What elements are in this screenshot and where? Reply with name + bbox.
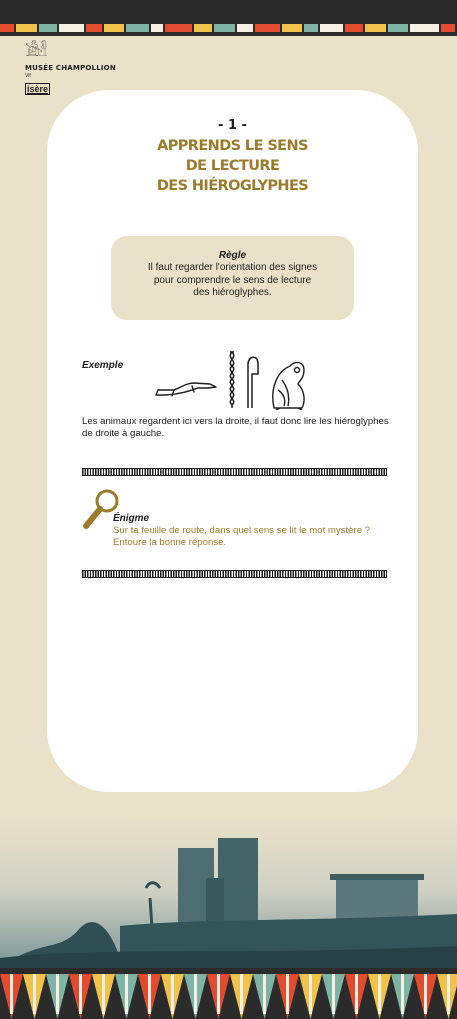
bottom-band-stem [125, 974, 128, 1014]
logo-sub: Vif [25, 73, 31, 79]
top-decorative-band [0, 0, 457, 36]
step-number: - 1 - [218, 118, 247, 133]
top-stripe-segment [194, 24, 212, 32]
top-stripe-segment [410, 24, 439, 32]
top-stripe-segment [16, 24, 38, 32]
top-stripe-segment [104, 24, 124, 32]
bottom-band-stem [309, 974, 312, 1014]
top-stripe-segment [86, 24, 102, 32]
enigma-text: Sur ta feuille de route, dans quel sens se lit le mot mystère ? Entoure la bonne réponse. [113, 525, 371, 548]
rule-line-2: pour comprendre le sens de lecture [153, 274, 312, 286]
hieroglyph-example [152, 350, 322, 410]
page-title [47, 136, 418, 196]
content-card [47, 90, 418, 792]
rule-heading: Règle [218, 250, 247, 261]
top-stripe-segment [126, 24, 149, 32]
rule-line-3: des hiéroglyphes. [193, 287, 272, 298]
bottom-band-stem [332, 974, 335, 1014]
rule-box [111, 236, 354, 320]
top-stripe-segment [345, 24, 363, 32]
bottom-band-stem [286, 974, 289, 1014]
rule-text [111, 262, 354, 300]
bottom-band-stem [148, 974, 151, 1014]
bottom-band-stem [378, 974, 381, 1014]
title-line-3: DES HIÉROGLYPHES [156, 178, 309, 194]
logo-figures-icon: 𓀀𓁐 [25, 43, 45, 60]
top-stripe-segment [388, 24, 408, 32]
egyptian-temple-landscape [0, 818, 457, 980]
top-stripe-segment [320, 24, 343, 32]
crocodile-icon [156, 383, 216, 396]
bottom-band-stem [263, 974, 266, 1014]
divider-top [82, 468, 387, 476]
bottom-band-stem [424, 974, 427, 1014]
owl-icon [273, 363, 304, 410]
top-stripe-segment [441, 24, 455, 32]
example-label: Exemple [82, 360, 124, 371]
bottom-band-stem [194, 974, 197, 1014]
top-stripe-segment [214, 24, 236, 32]
bottom-decorative-band [0, 968, 457, 1019]
top-stripe-segment [237, 24, 253, 32]
bottom-band-stem [401, 974, 404, 1014]
top-stripe-segment [365, 24, 387, 32]
bottom-band-stem [217, 974, 220, 1014]
divider-bottom [82, 570, 387, 578]
bottom-band-stem [102, 974, 105, 1014]
top-stripe-segment [304, 24, 318, 32]
title-line-1: APPRENDS LE SENS [157, 138, 308, 154]
enigma-title: Énigme [113, 513, 150, 524]
top-stripe-segment [255, 24, 280, 32]
top-stripe-segment [165, 24, 192, 32]
bottom-band-stem [10, 974, 13, 1014]
top-stripe-row [0, 24, 457, 32]
logo-name: MUSÉE CHAMPOLLION [25, 64, 116, 72]
logo-department: isère [27, 84, 49, 94]
top-stripe-segment [59, 24, 84, 32]
title-line-2: DE LECTURE [185, 158, 280, 174]
example-explanation: Les animaux regardent ici vers la droite, il faut donc lire les hiéroglyphes de droite à gauche. [82, 416, 389, 439]
reed-leaf-icon [248, 357, 258, 408]
top-stripe-segment [0, 24, 14, 32]
top-stripe-segment [151, 24, 163, 32]
top-stripe-segment [39, 24, 57, 32]
bottom-band-stem [240, 974, 243, 1014]
bottom-band-stem [171, 974, 174, 1014]
bottom-band-stem [33, 974, 36, 1014]
bottom-band-stem [355, 974, 358, 1014]
bottom-band-stem [79, 974, 82, 1014]
bottom-band-stem [56, 974, 59, 1014]
rule-line-1: Il faut regarder l'orientation des signes [147, 262, 318, 273]
top-stripe-segment [282, 24, 302, 32]
twisted-flax-icon [230, 352, 234, 408]
bottom-band-stem [447, 974, 450, 1014]
